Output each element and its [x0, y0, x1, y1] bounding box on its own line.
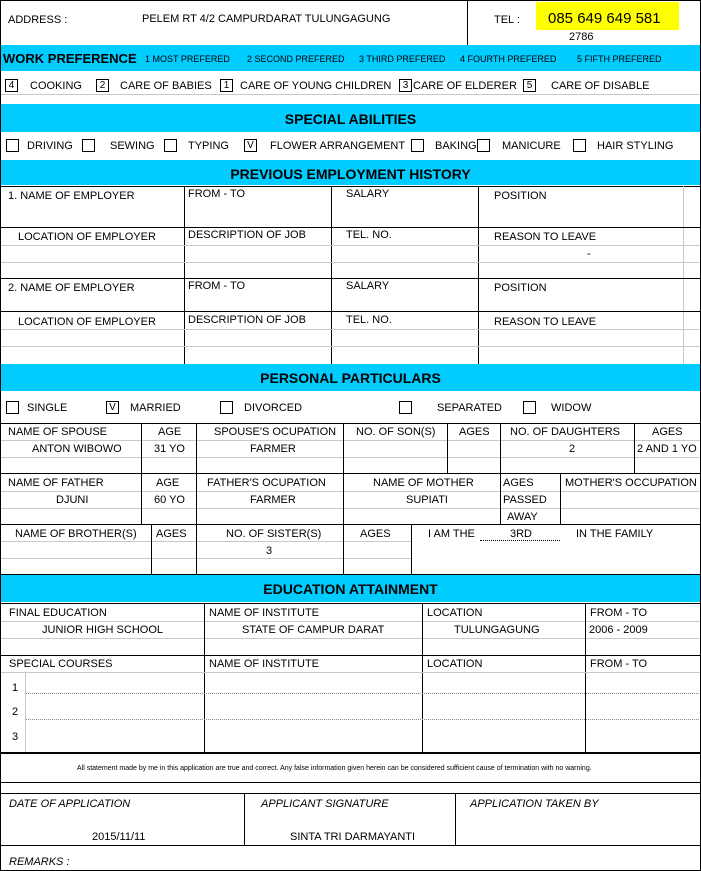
father-name: DJUNI [56, 494, 89, 506]
ability-label-sewing: SEWING [110, 140, 155, 152]
ability-box-hair[interactable] [573, 139, 586, 152]
mother-age-1: PASSED [503, 494, 547, 506]
status-label-widow: WIDOW [551, 402, 592, 414]
remarks-label: REMARKS : [9, 856, 70, 868]
signature-label: APPLICANT SIGNATURE [261, 798, 389, 810]
h-daughters-ages: AGES [652, 426, 683, 438]
ability-box-baking[interactable] [411, 139, 424, 152]
h-spouse-age: AGE [158, 426, 182, 438]
status-box-widow[interactable] [523, 401, 536, 414]
pref-box-babies[interactable]: 2 [96, 79, 109, 92]
tel-ext: 2786 [569, 31, 594, 43]
h-spouse-occ: SPOUSE'S OCUPATION [214, 426, 337, 438]
from-to-2: FROM - TO [188, 280, 246, 292]
signature-value: SINTA TRI DARMAYANTI [290, 831, 416, 843]
h-special-courses: SPECIAL COURSES [9, 658, 113, 670]
work-preference-title: WORK PREFERENCE [3, 51, 137, 66]
status-box-divorced[interactable] [220, 401, 233, 414]
pref-legend-4: 4 FOURTH PREFERED [460, 54, 557, 64]
final-education: JUNIOR HIGH SCHOOL [42, 624, 164, 636]
employment-title: PREVIOUS EMPLOYMENT HISTORY [230, 166, 471, 182]
h-courses-institute: NAME OF INSTITUTE [209, 658, 319, 670]
mother-name: SUPIATI [406, 494, 448, 506]
sisters-count: 3 [266, 545, 273, 557]
h-brothers: NAME OF BROTHER(S) [15, 528, 137, 540]
institute: STATE OF CAMPUR DARAT [242, 624, 385, 636]
tel-number: 085 649 649 581 [548, 10, 661, 27]
status-box-separated[interactable] [399, 401, 412, 414]
location-1: LOCATION OF EMPLOYER [18, 231, 156, 243]
h-mother-occ: MOTHER'S OCCUPATION [565, 477, 697, 489]
h-final-education: FINAL EDUCATION [9, 607, 107, 619]
tel-label: TEL : [494, 14, 520, 26]
reason-1-dash: - [587, 248, 591, 260]
spouse-occ: FARMER [250, 443, 296, 455]
pref-label-children: CARE OF YOUNG CHILDREN [240, 80, 392, 92]
h-father-age: AGE [156, 477, 180, 489]
h-daughters: NO. OF DAUGHTERS [510, 426, 621, 438]
ability-label-driving: DRIVING [27, 140, 73, 152]
h-from-to: FROM - TO [590, 607, 648, 619]
status-label-married: MARRIED [130, 402, 181, 414]
pref-legend-1: 1 MOST PREFERED [145, 54, 230, 64]
h-mother-ages: AGES [503, 477, 534, 489]
pref-label-babies: CARE OF BABIES [120, 80, 212, 92]
mother-age-2: AWAY [507, 511, 538, 523]
statement: All statement made by me in this application are true and correct. Any false information given herein can be considered sufficient cause of termination with no warning. [77, 765, 592, 772]
father-age: 60 YO [154, 494, 185, 506]
ability-box-flower[interactable]: V [244, 139, 257, 152]
h-courses-location: LOCATION [427, 658, 483, 670]
spouse-age: 31 YO [154, 443, 185, 455]
pref-label-elderer: CARE OF ELDERER [413, 80, 517, 92]
h-mother: NAME OF MOTHER [373, 477, 474, 489]
daughters-ages: 2 AND 1 YO [637, 443, 697, 455]
description-1: DESCRIPTION OF JOB [188, 229, 306, 241]
from-to-1: FROM - TO [188, 188, 246, 200]
salary-2: SALARY [346, 280, 390, 292]
status-label-divorced: DIVORCED [244, 402, 303, 414]
pref-box-children[interactable]: 1 [220, 79, 233, 92]
pref-box-disable[interactable]: 5 [523, 79, 536, 92]
ability-label-typing: TYPING [188, 140, 229, 152]
pref-legend-3: 3 THIRD PREFERED [359, 54, 446, 64]
reason-2: REASON TO LEAVE [494, 316, 597, 328]
ability-label-hair: HAIR STYLING [597, 140, 674, 152]
h-spouse: NAME OF SPOUSE [8, 426, 108, 438]
course-row-2: 2 [12, 706, 19, 718]
pref-label-disable: CARE OF DISABLE [551, 80, 650, 92]
course-row-1: 1 [12, 682, 19, 694]
status-label-single: SINGLE [27, 402, 68, 414]
pref-legend-5: 5 FIFTH PREFERED [577, 54, 662, 64]
course-row-3: 3 [12, 731, 19, 743]
h-brothers-ages: AGES [156, 528, 187, 540]
birth-order: 3RD [510, 528, 533, 540]
from-to: 2006 - 2009 [589, 624, 648, 636]
ability-box-sewing[interactable] [82, 139, 95, 152]
status-box-married[interactable]: V [106, 401, 119, 414]
pref-box-elderer[interactable]: 3 [399, 79, 412, 92]
h-location: LOCATION [427, 607, 483, 619]
ability-label-flower: FLOWER ARRANGEMENT [270, 140, 406, 152]
ability-box-typing[interactable] [164, 139, 177, 152]
employer2-label: 2. NAME OF EMPLOYER [8, 282, 135, 294]
address-label: ADDRESS : [8, 14, 68, 26]
ability-box-manicure[interactable] [477, 139, 490, 152]
status-label-separated: SEPARATED [437, 402, 502, 414]
position-2: POSITION [494, 282, 547, 294]
pref-legend-2: 2 SECOND PREFERED [247, 54, 345, 64]
salary-1: SALARY [346, 188, 390, 200]
h-courses-from-to: FROM - TO [590, 658, 648, 670]
spouse-name: ANTON WIBOWO [32, 443, 122, 455]
h-institute: NAME OF INSTITUTE [209, 607, 319, 619]
date-label: DATE OF APPLICATION [9, 798, 131, 810]
description-2: DESCRIPTION OF JOB [188, 314, 306, 326]
daughters-count: 2 [569, 443, 576, 455]
h-father-occ: FATHER'S OCUPATION [207, 477, 326, 489]
reason-1: REASON TO LEAVE [494, 231, 597, 243]
location-2: LOCATION OF EMPLOYER [18, 316, 156, 328]
in-the-family: IN THE FAMILY [576, 528, 654, 540]
pref-label-cooking: COOKING [30, 80, 82, 92]
ability-label-manicure: MANICURE [502, 140, 561, 152]
special-abilities-title: SPECIAL ABILITIES [284, 111, 417, 127]
position-1: POSITION [494, 190, 547, 202]
ability-label-baking: BAKING [435, 140, 477, 152]
pref-box-cooking[interactable]: 4 [5, 79, 18, 92]
address-value: PELEM RT 4/2 CAMPURDARAT TULUNGAGUNG [142, 13, 391, 25]
tel-2: TEL. NO. [346, 314, 392, 326]
location: TULUNGAGUNG [454, 624, 540, 636]
h-father: NAME OF FATHER [8, 477, 104, 489]
date-value: 2015/11/11 [92, 831, 146, 843]
father-occ: FARMER [250, 494, 296, 506]
i-am-the: I AM THE [428, 528, 475, 540]
taken-by-label: APPLICATION TAKEN BY [470, 798, 599, 810]
ability-box-driving[interactable] [6, 139, 19, 152]
education-title: EDUCATION ATTAINMENT [263, 581, 438, 597]
h-sons-ages: AGES [459, 426, 490, 438]
tel-1: TEL. NO. [346, 229, 392, 241]
h-sisters-ages: AGES [360, 528, 391, 540]
status-box-single[interactable] [6, 401, 19, 414]
personal-title: PERSONAL PARTICULARS [260, 370, 441, 386]
h-sisters: NO. OF SISTER(S) [226, 528, 322, 540]
employer1-label: 1. NAME OF EMPLOYER [8, 190, 135, 202]
h-sons: NO. OF SON(S) [356, 426, 436, 438]
